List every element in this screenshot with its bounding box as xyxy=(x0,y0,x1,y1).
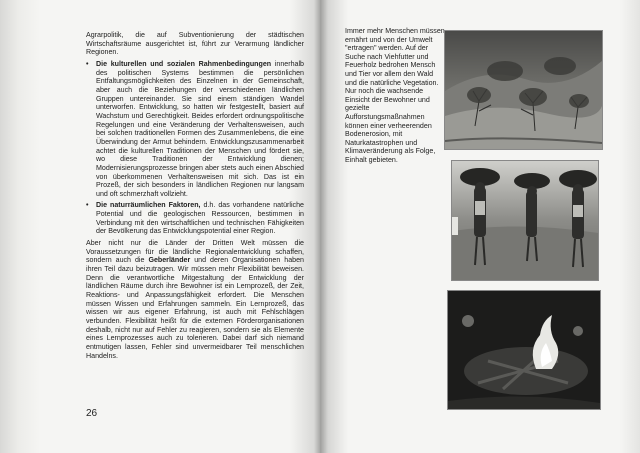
caption-text: Immer mehr Menschen müssen ernährt und von der Umwelt "ertragen" werden. Auf der Suche nach Viehfutter und Feuerholz bedrohen Mensch und Tier vor allem den Wald und die natürliche Vegetation. Nur noch die wachsende Einsicht der Bewohner und gezielte Aufforstungsmaßnahmen können einer verheerenden Bodenerosion, mit Naturkatastrophen und Klimaveränderung als Folge, Einhalt gebieten. xyxy=(345,27,445,164)
donor-paragraph xyxy=(86,239,304,360)
photo-eroded-hillside xyxy=(444,30,603,150)
photo-caption xyxy=(345,27,445,165)
intro-paragraph: Agrarpolitik, die auf Subventionierung der städtischen Wirtschaftsräume ausgerichtet ist, führt zur Verarmung ländlicher Regionen. xyxy=(86,31,304,57)
donor-paragraph-start: Aber nicht nur die Länder der Dritten Welt müssen die Voraussetzungen für die ländliche Regionalentwicklung schaffen, sondern auch die xyxy=(86,239,304,265)
left-text-column xyxy=(86,31,304,360)
bullet-cultural-factors xyxy=(86,60,304,199)
bullet-icon: • xyxy=(86,201,89,210)
photo-firewood-carriers xyxy=(451,160,599,281)
bullet-lead-natural: Die naturräumlichen Faktoren, xyxy=(96,201,201,210)
bullet-natural-factors xyxy=(86,201,304,236)
bullet-lead-cultural: Die kulturellen und sozialen Rahmenbedingungen xyxy=(96,59,272,68)
bullet-text-cultural: innerhalb des politischen Systems bestimmen die persönlichen Entfaltungsmöglichkeiten des Einzelnen in der Gemeinschaft, aber auch die Beziehungen der verschiedenen ländlichen Gruppen untereinander. Sie sind einem ständigen Wandel unterworfen. Entwicklung, so hatten wir festgestellt, basiert auf Wachstum und Gerechtigkeit. Beides erfordert ordnungspolitische Regelungen und eine Veränderung der Verhaltensweisen, auch bei solchen traditionellen Formen des Zusammenlebens, die eine Überwindung der Armut behindern. Entwicklungszusammenarbeit achtet die kulturellen Traditionen der Menschen und fördert sie, wo diese Traditionen der Entwicklung dienen; Modernisierungsprozesse bringen aber stets auch einen Abschied von überkommenen Verhaltensweisen mit sich. Das ist ein Prozeß, der sich besonders in ländlichen Regionen nur langsam und oft schmerzhaft vollzieht. xyxy=(96,59,304,198)
page-number: 26 xyxy=(86,408,98,419)
bullet-text-natural: d.h. das vorhandene natürliche Potential und die geologischen Ressourcen, bestimmen in Verbindung mit den wirtschaftlichen und technischen Fähigkeiten der Bevölkerung das Entwicklungspotential einer Region. xyxy=(96,201,304,236)
donor-paragraph-end: und deren Organisationen haben ihren Teil dazu beizutragen. Wir müssen mehr Flexibilität beweisen. Denn die verantwortliche Mitgestaltung der Entwicklung der ländlichen Räume durch ihre Bewohner ist ein Lernprozeß, der Zeit, Reaktions- und Anpassungsfähigkeit erfordert. Die Menschen müssen Wissen und Erfahrungen sammeln. Ein Lernprozeß, das wissen wir aus eigener Erfahrung, ist auch mit Fehlschlägen verbunden. Flexibilität heißt für die externen Förderorganisationen deshalb, nicht nur auf Fehler zu reagieren, sondern sie als Elemente eines Lernprozesses auch zu tolerieren. Dabei darf sich niemand entmutigen lassen, Fehler sind unvermeidbarer Teil menschlichen Handelns. xyxy=(86,256,304,360)
donor-keyword: Geberländer xyxy=(148,256,191,265)
bullet-icon: • xyxy=(86,59,89,68)
photo-burning-wood xyxy=(447,290,601,410)
